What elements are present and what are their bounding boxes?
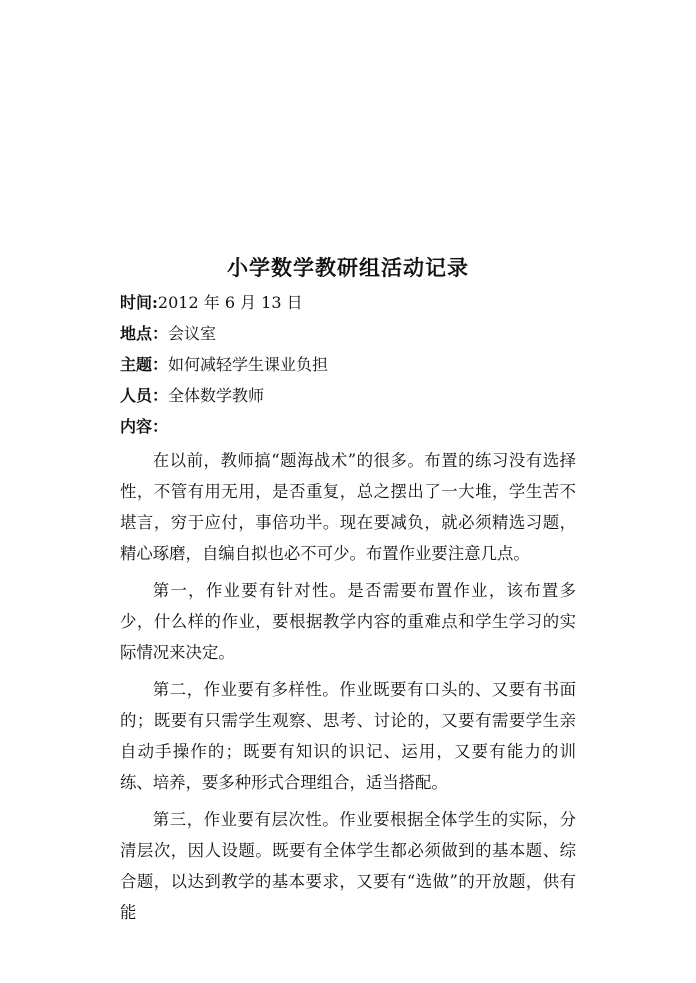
paragraph-point-2: 第二，作业要有多样性。作业既要有口头的、又要有书面的；既要有只需学生观察、思考、讨论的，又要有需要学生亲自动手操作的；既要有知识的识记、运用，又要有能力的训练、培养，要多种形式合理组合，适当搭配。 [120,680,576,792]
content-body [120,445,576,934]
meta-location-value: 会议室 [168,324,217,343]
meta-participants-label: 人员： [120,386,169,405]
document-title: 小学数学教研组活动记录 [227,255,469,280]
meta-content-label: 内容： [120,417,169,436]
meta-participants-value: 全体数学教师 [168,386,265,405]
meta-topic [120,352,328,378]
meta-time [120,290,303,316]
meta-location [120,321,216,347]
paragraph-point-1: 第一，作业要有针对性。是否需要布置作业，该布置多少，什么样的作业，要根据教学内容的重难点和学生学习的实际情况来决定。 [120,581,576,662]
paragraph-point-3: 第三，作业要有层次性。作业要根据全体学生的实际，分清层次，因人设题。既要有全体学生都必须做到的基本题、综合题，以达到教学的基本要求，又要有“选做”的开放题，供有能 [120,810,576,922]
meta-topic-value: 如何减轻学生课业负担 [168,355,329,374]
meta-content [120,414,168,440]
meta-location-label: 地点： [120,324,169,343]
meta-topic-label: 主题： [120,355,169,374]
paragraph-intro: 在以前，教师搞“题海战术”的很多。布置的练习没有选择性，不管有用无用，是否重复，总之摆出了一大堆，学生苦不堪言，穷于应付，事倍功半。现在要减负，就必须精选习题，精心琢磨，自编自拟也必不可少。布置作业要注意几点。 [120,451,576,563]
meta-participants [120,383,264,409]
meta-time-label: 时间: [120,293,158,312]
meta-time-value: 2012 年 6 月 13 日 [157,293,303,312]
